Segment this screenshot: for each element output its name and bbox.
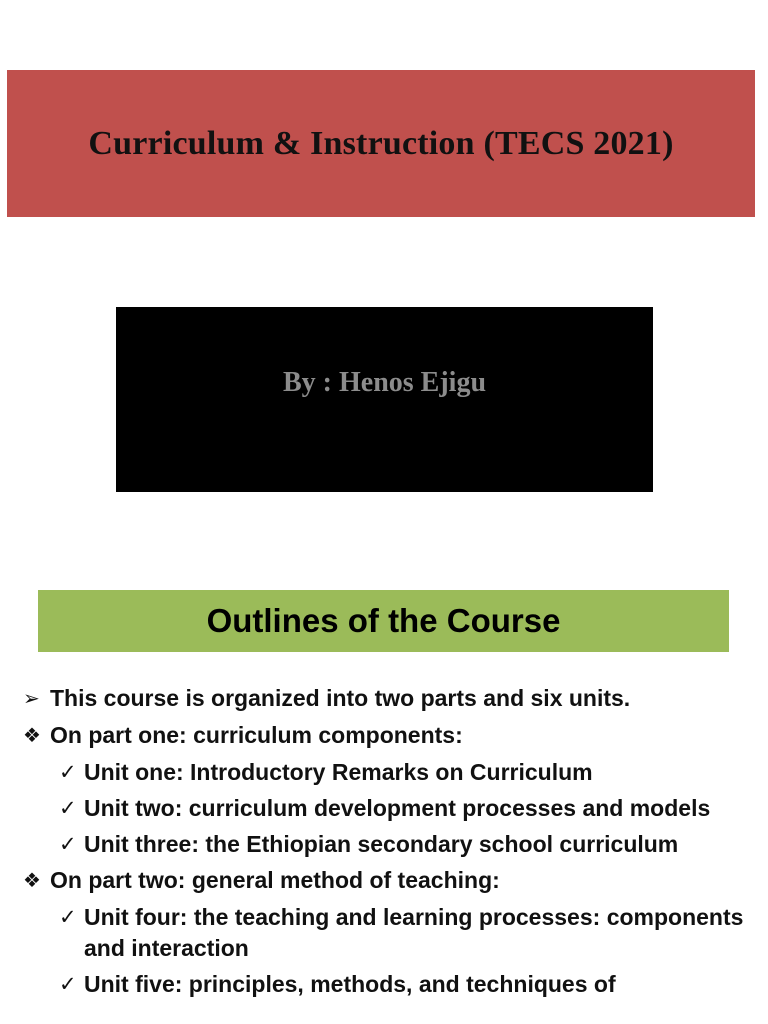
author-name: By : Henos Ejigu (282, 367, 487, 398)
checkmark-bullet-icon: ✓ (59, 832, 77, 856)
list-item-text: Unit two: curriculum development processes and models (84, 795, 711, 821)
checkmark-bullet-icon: ✓ (59, 905, 77, 929)
checkmark-bullet-icon: ✓ (59, 760, 77, 784)
list-item-text: This course is organized into two parts and six units. (50, 685, 631, 711)
list-item (0, 902, 768, 964)
list-item (0, 793, 768, 824)
four-diamond-bullet-icon: ❖ (23, 723, 41, 747)
list-item (0, 829, 768, 860)
section-title: Outlines of the Course (206, 602, 561, 639)
author-box (116, 307, 653, 492)
list-item (0, 757, 768, 788)
checkmark-bullet-icon: ✓ (59, 972, 77, 996)
section-banner (38, 590, 729, 652)
list-item (0, 683, 768, 714)
list-item-text: Unit five: principles, methods, and techniques of (84, 971, 616, 997)
list-item (0, 969, 768, 1000)
arrowhead-bullet-icon: ➢ (23, 686, 40, 710)
document-title: Curriculum & Instruction (TECS 2021) (88, 124, 674, 162)
checkmark-bullet-icon: ✓ (59, 796, 77, 820)
course-outline-list (0, 683, 768, 1005)
list-item (0, 720, 768, 751)
list-item-text: Unit one: Introductory Remarks on Curriculum (84, 759, 593, 785)
list-item-text: On part two: general method of teaching: (50, 867, 500, 893)
list-item-text: Unit three: the Ethiopian secondary school curriculum (84, 831, 679, 857)
list-item (0, 865, 768, 896)
list-item-text: On part one: curriculum components: (50, 722, 463, 748)
title-banner (7, 70, 755, 217)
four-diamond-bullet-icon: ❖ (23, 868, 41, 892)
list-item-text: Unit four: the teaching and learning processes: components and interaction (84, 904, 744, 961)
